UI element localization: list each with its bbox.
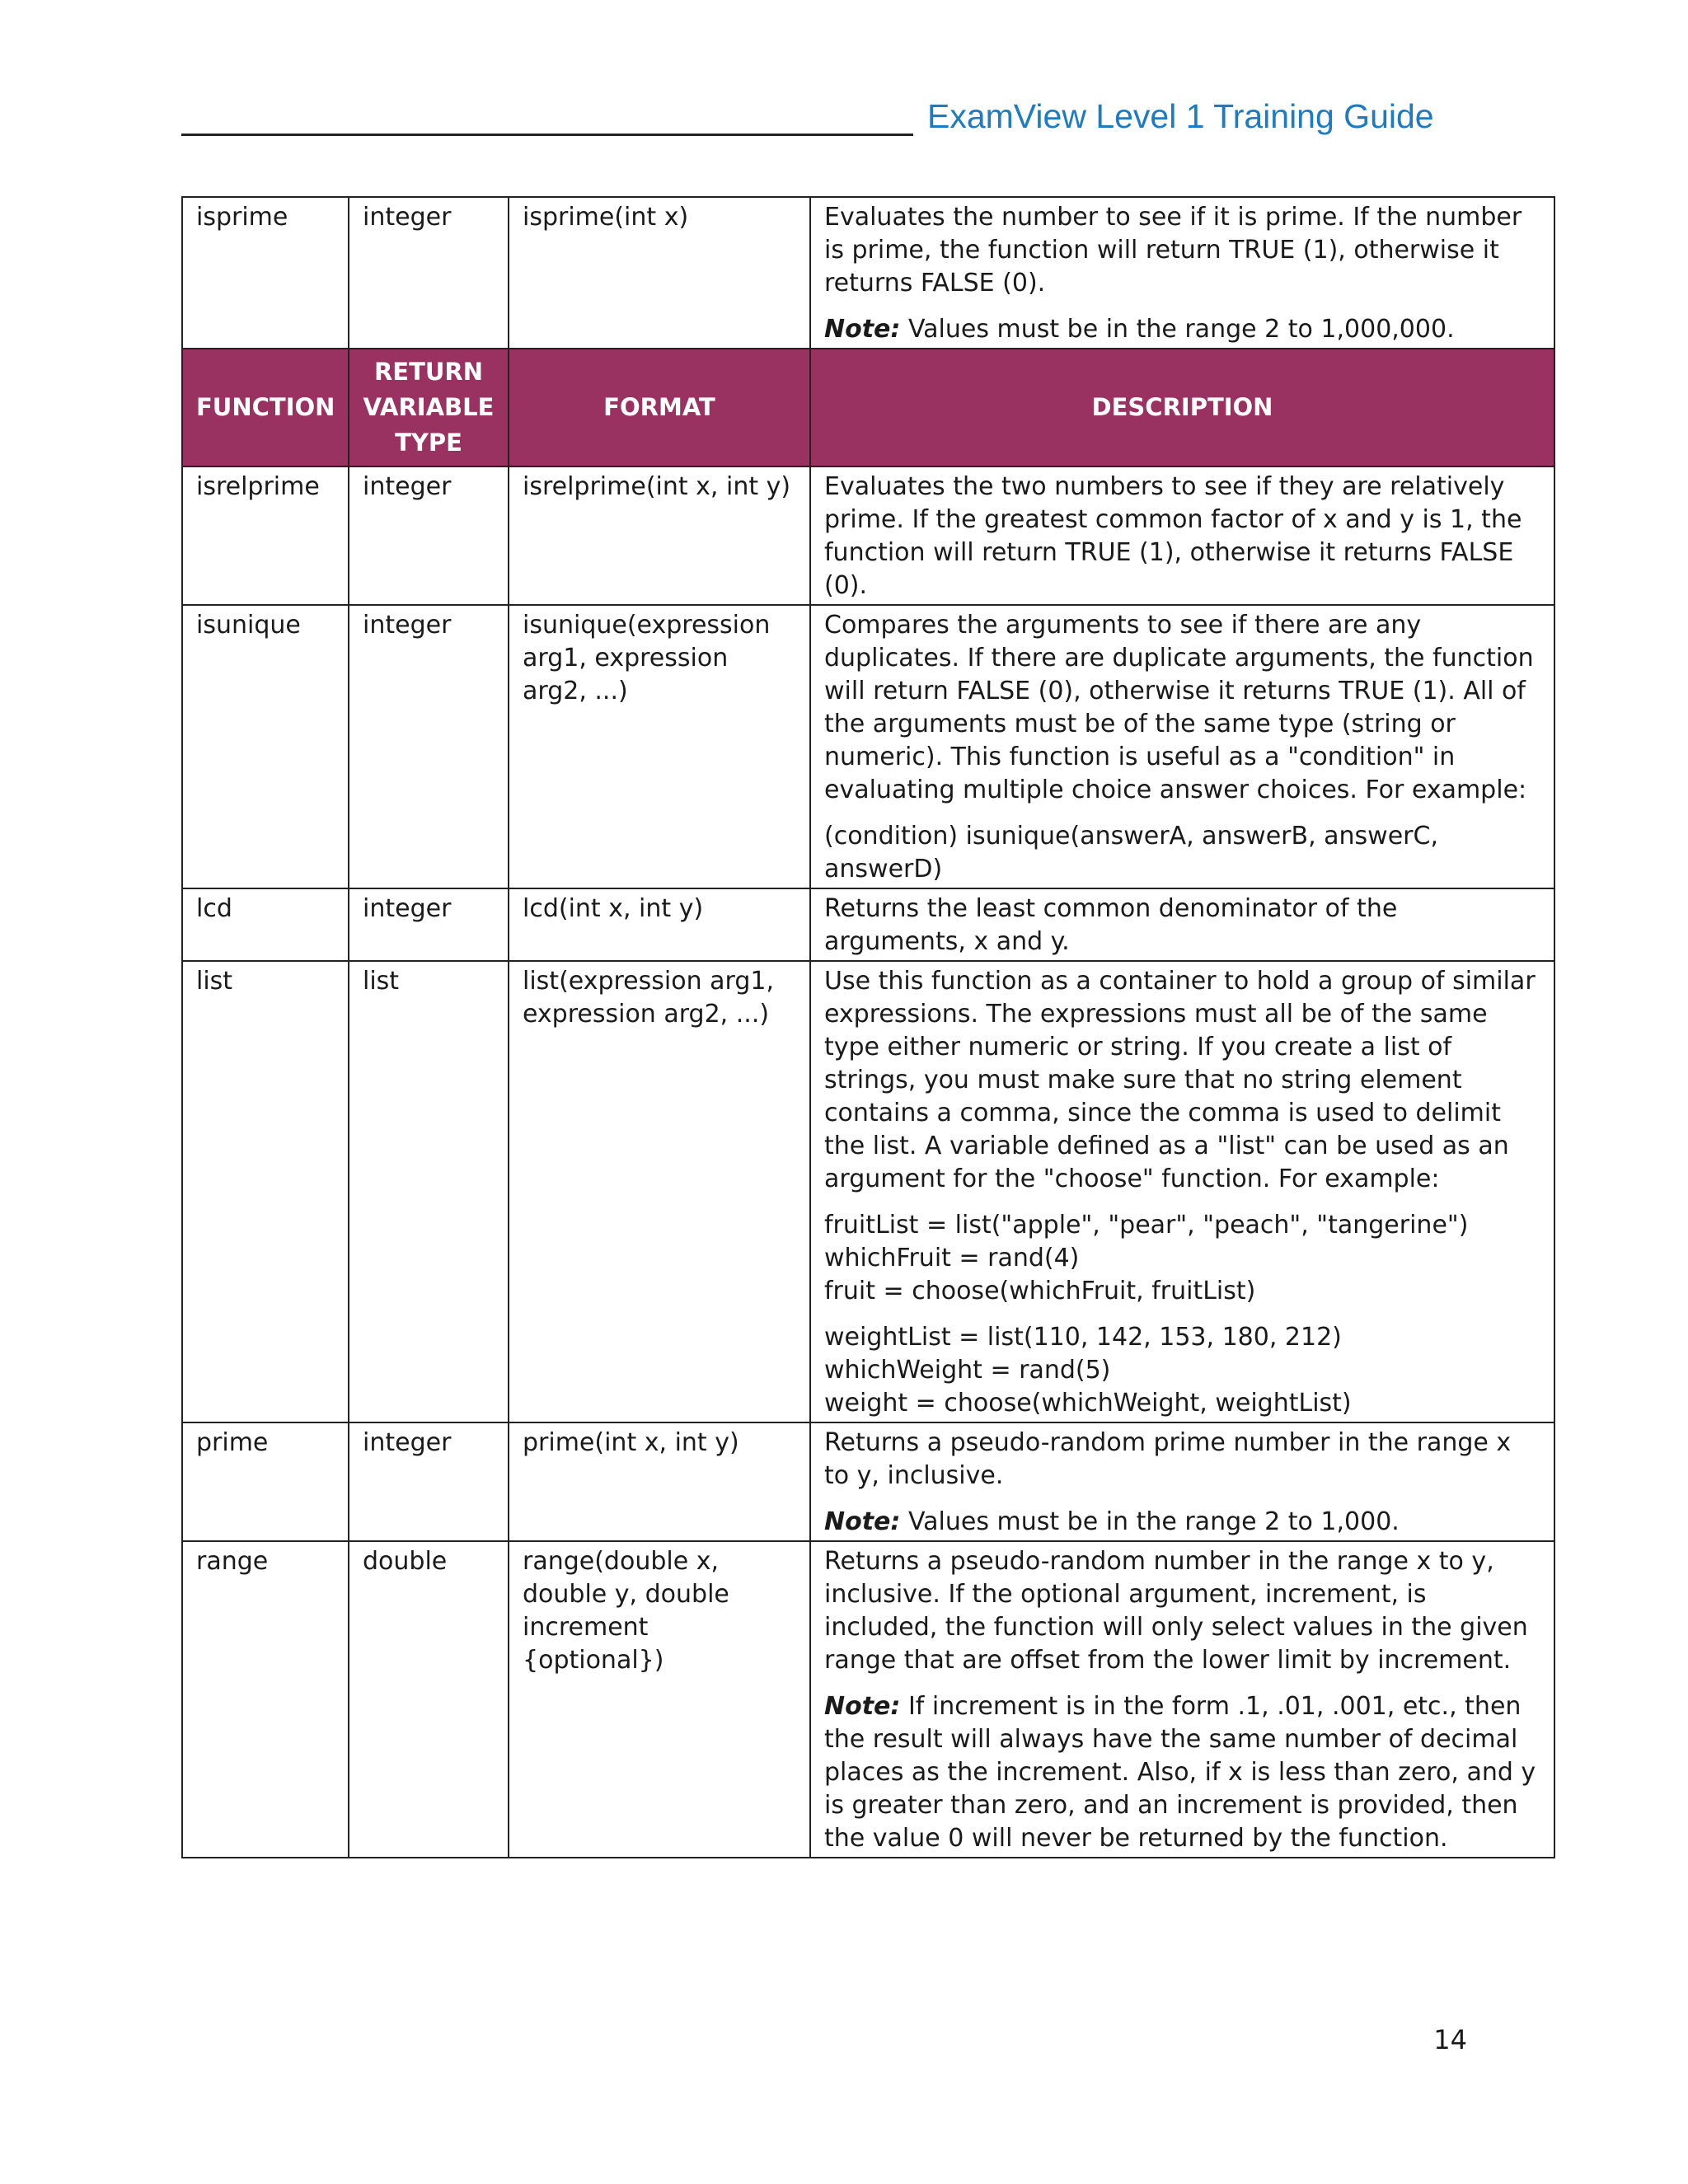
description-paragraph: Evaluates the number to see if it is prime. If the number is prime, the function will return TRUE (1), otherwise it returns FALSE (0). [824,203,1522,298]
description-paragraph: Returns a pseudo-random prime number in the range x to y, inclusive. [824,1428,1512,1490]
function-name: isrelprime [182,466,349,605]
note-text: If increment is in the form .1, .01, .001, etc., then the result will always have the same number of decimal places as the increment. Also, if x is less than zero, and y is greater than zero, and an increment is provided, then the value 0 will never be returned by the function. [824,1692,1536,1853]
function-description [810,197,1554,349]
table-row [182,888,1554,961]
return-type: integer [349,197,509,349]
function-format: list(expression arg1, expression arg2, ...) [509,961,810,1422]
table-row [182,466,1554,605]
function-description [810,888,1554,961]
function-name: isunique [182,605,349,888]
function-name: lcd [182,888,349,961]
return-type: integer [349,605,509,888]
table-row [182,605,1554,888]
code-example [824,1321,1540,1420]
function-name: range [182,1541,349,1858]
table-row [182,961,1554,1422]
column-header-description: DESCRIPTION [810,349,1554,466]
function-name: list [182,961,349,1422]
code-line: whichWeight = rand(5) [824,1356,1111,1385]
function-format: range(double x, double y, double increment {optional}) [509,1541,810,1858]
code-line: weight = choose(whichWeight, weightList) [824,1389,1352,1418]
note-label: Note: [824,1692,901,1721]
table-header-row [182,349,1554,466]
column-header-return-type: RETURN VARIABLE TYPE [349,349,509,466]
code-line: fruitList = list("apple", "pear", "peach", "tangerine") [824,1211,1469,1240]
function-name: isprime [182,197,349,349]
function-format: isrelprime(int x, int y) [509,466,810,605]
code-line: fruit = choose(whichFruit, fruitList) [824,1277,1256,1305]
code-line: weightList = list(110, 142, 153, 180, 212) [824,1323,1342,1352]
function-description [810,961,1554,1422]
page-header [181,97,1451,147]
function-format: lcd(int x, int y) [509,888,810,961]
description-paragraph: Returns the least common denominator of the arguments, x and y. [824,894,1398,956]
return-type: integer [349,888,509,961]
function-format: prime(int x, int y) [509,1422,810,1541]
function-description [810,466,1554,605]
note-label: Note: [824,315,901,344]
function-format: isunique(expression arg1, expression arg2, ...) [509,605,810,888]
table-row [182,197,1554,349]
note-text: Values must be in the range 2 to 1,000,000. [900,315,1455,344]
note-text: Values must be in the range 2 to 1,000. [900,1507,1400,1536]
description-paragraph: Compares the arguments to see if there are any duplicates. If there are duplicate arguments, the function will return FALSE (0), otherwise it returns TRUE (1). All of the arguments must be of the same type (string or numeric). This function is useful as a "condition" in evaluating multiple choice answer choices. For example: [824,611,1534,804]
function-format: isprime(int x) [509,197,810,349]
page-number: 14 [1433,2024,1467,2055]
note-label: Note: [824,1507,901,1536]
table-row [182,1422,1554,1541]
description-paragraph: Use this function as a container to hold a group of similar expressions. The expressions must all be of the same type either numeric or string. If you create a list of strings, you must make sure that no string element contains a comma, since the comma is used to delimit the list. A variable defined as a "list" can be used as an argument for the "choose" function. For example: [824,967,1536,1193]
function-name: prime [182,1422,349,1541]
return-type: integer [349,466,509,605]
code-example [824,1209,1540,1308]
description-note [824,1506,1540,1539]
column-header-function: FUNCTION [182,349,349,466]
description-paragraph: Returns a pseudo-random number in the range x to y, inclusive. If the optional argument, increment, is included, the function will only select values in the given range that are offset from the lower limit by increment. [824,1547,1528,1675]
return-type: double [349,1541,509,1858]
description-example: (condition) isunique(answerA, answerB, answerC, answerD) [824,822,1438,883]
function-description [810,1422,1554,1541]
description-note [824,313,1540,346]
function-description [810,605,1554,888]
description-paragraph: Evaluates the two numbers to see if they are relatively prime. If the greatest common factor of x and y is 1, the function will return TRUE (1), otherwise it returns FALSE (0). [824,472,1522,600]
code-line: whichFruit = rand(4) [824,1244,1080,1272]
page-title: ExamView Level 1 Training Guide [927,97,1434,135]
function-description [810,1541,1554,1858]
description-note [824,1690,1540,1855]
return-type: integer [349,1422,509,1541]
header-rule [181,134,913,136]
column-header-format: FORMAT [509,349,810,466]
return-type: list [349,961,509,1422]
table-row [182,1541,1554,1858]
function-table [181,196,1555,1858]
